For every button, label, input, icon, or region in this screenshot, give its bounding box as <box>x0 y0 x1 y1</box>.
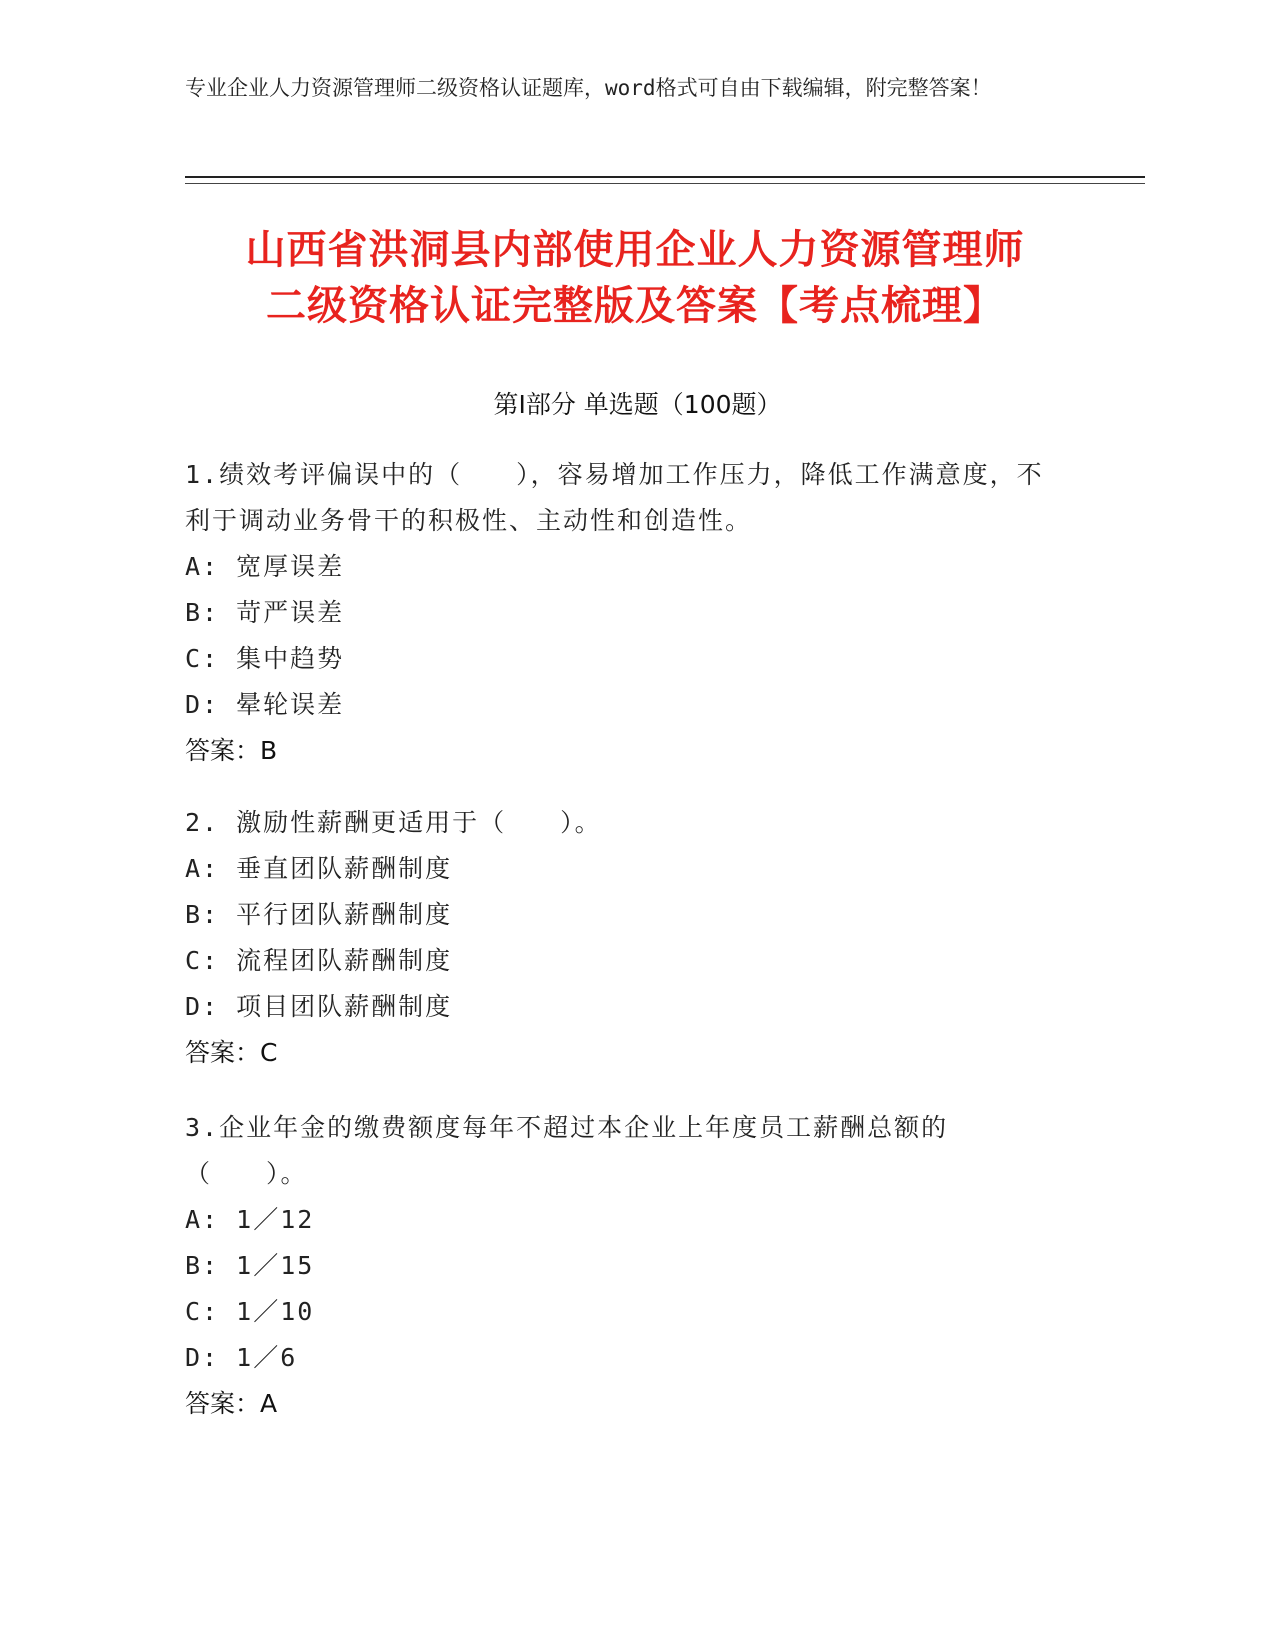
question-stem: 1.绩效考评偏误中的（ ），容易增加工作压力，降低工作满意度，不利于调动业务骨干的积极性、主动性和创造性。 <box>185 460 1044 535</box>
header-rule-thin <box>185 183 1145 184</box>
section-heading: 第Ⅰ部分 单选题（100题） <box>493 390 782 419</box>
answer-label: 答案： <box>185 1389 261 1418</box>
option-c: C: 流程团队薪酬制度 <box>185 946 453 975</box>
option-a: A: 宽厚误差 <box>185 552 345 581</box>
question-1 <box>185 452 1065 774</box>
option-a: A: 垂直团队薪酬制度 <box>185 854 453 883</box>
answer-value: C <box>260 1038 278 1067</box>
option-c: C: 1／10 <box>185 1297 315 1326</box>
option-d: D: 晕轮误差 <box>185 690 345 719</box>
answer-label: 答案： <box>185 1038 261 1067</box>
page-header-note: 专业企业人力资源管理师二级资格认证题库，word格式可自由下载编辑，附完整答案！ <box>185 76 992 100</box>
answer-line <box>185 1381 1065 1427</box>
document-title <box>165 222 1105 334</box>
document-title-line-2: 二级资格认证完整版及答案【考点梳理】 <box>266 283 1004 329</box>
document-title-line-1: 山西省洪洞县内部使用企业人力资源管理师 <box>245 227 1025 273</box>
option-d: D: 项目团队薪酬制度 <box>185 992 453 1021</box>
option-b: B: 苛严误差 <box>185 598 345 627</box>
option-b: B: 平行团队薪酬制度 <box>185 900 453 929</box>
question-2 <box>185 800 1065 1076</box>
question-stem: 3.企业年金的缴费额度每年不超过本企业上年度员工薪酬总额的（ ）。 <box>185 1113 949 1188</box>
option-a: A: 1／12 <box>185 1205 315 1234</box>
question-stem: 2. 激励性薪酬更适用于（ ）。 <box>185 808 602 837</box>
header-rule-thick <box>185 176 1145 178</box>
question-3 <box>185 1105 1065 1427</box>
answer-value: B <box>260 736 278 765</box>
option-c: C: 集中趋势 <box>185 644 345 673</box>
answer-line <box>185 1030 1065 1076</box>
answer-line <box>185 728 1065 774</box>
option-b: B: 1／15 <box>185 1251 315 1280</box>
option-d: D: 1／6 <box>185 1343 298 1372</box>
answer-label: 答案： <box>185 736 261 765</box>
answer-value: A <box>260 1389 278 1418</box>
